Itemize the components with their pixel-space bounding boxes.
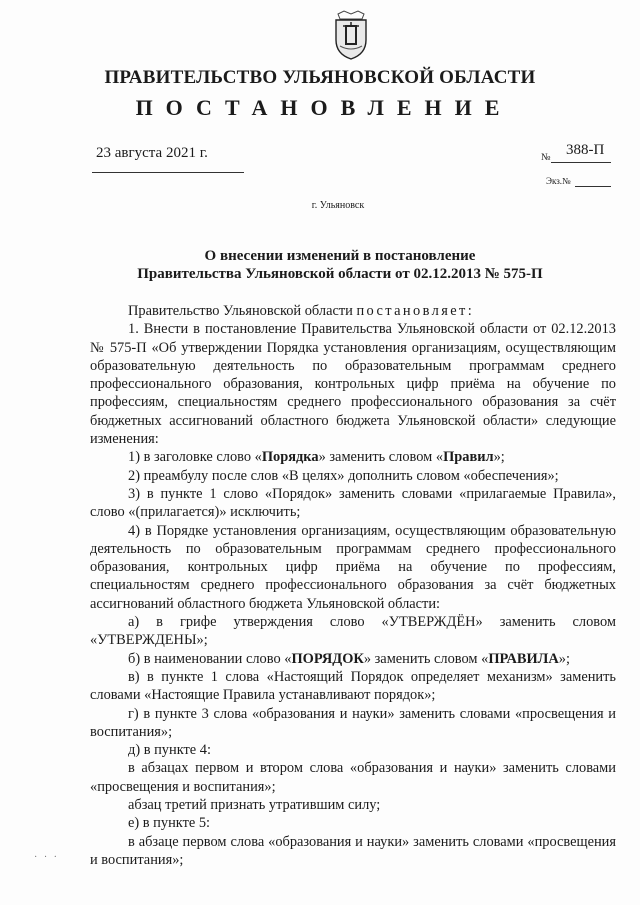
intro-text: Правительство Ульяновской области: [128, 303, 357, 319]
intro-colon: :: [467, 303, 472, 319]
text: »;: [493, 449, 505, 466]
document-body: [90, 302, 616, 869]
paragraph-d-2: абзац третий признать утратившим силу;: [128, 797, 381, 814]
bold-text: ПОРЯДОК: [291, 650, 364, 667]
paragraph-1-3: 3) в пункте 1 слово «Порядок» заменить словами «прилагаемые Правила», слово «(прилагается)» исключить;: [90, 485, 616, 521]
text: б) в наименовании слово «: [128, 650, 292, 667]
paragraph-1: 1. Внести в постановление Правительства Ульяновской области от 02.12.2013 № 575-П «Об утверждении Порядка установления организациям, осуществляющим образовательную деятельность по образовательным программам среднего профессионального образования, контрольных цифр приёма на обучение по профессиям, специальностям среднего профессионального образования за счёт бюджетных ассигнований областного бюджета Ульяновской области» следующие изменения:: [90, 321, 616, 448]
intro-paragraph: [90, 302, 616, 320]
document-date: 23 августа 2021 г.: [96, 145, 208, 161]
text: 1) в заголовке слово «: [128, 449, 262, 466]
date-underline: [92, 172, 244, 173]
intro-decree-word: постановляет: [356, 303, 468, 319]
copy-number-label: Экз.№: [546, 176, 571, 186]
paragraph-1-4: 4) в Порядке установления организациям, осуществляющим образовательную деятельность по образовательным программам среднего профессионального образования, контрольных цифр приёма на обучение по профессиям, специальностям среднего профессионального образования за счёт бюджетных ассигнований областного бюджета Ульяновской области:: [90, 522, 616, 612]
scan-artifact: · · ·: [34, 852, 59, 863]
paragraph-v: в) в пункте 1 слова «Настоящий Порядок определяет механизм» заменить словами «Настоящие Правила устанавливают порядок»;: [90, 668, 616, 704]
bold-text: Правил: [443, 449, 494, 466]
subject-line-2: Правительства Ульяновской области от 02.12.2013 № 575-П: [137, 266, 543, 282]
document-subject: [60, 247, 620, 283]
document-type: ПОСТАНОВЛЕНИЕ: [135, 95, 513, 120]
paragraph-e-1: в абзаце первом слова «образования и науки» заменить словами «просвещения и воспитания»;: [90, 833, 616, 868]
city: г. Ульяновск: [311, 200, 365, 211]
bold-text: Порядка: [261, 449, 319, 466]
paragraph-a: а) в грифе утверждения слово «УТВЕРЖДЁН» заменить словом «УТВЕРЖДЕНЫ»;: [90, 614, 616, 649]
text: » заменить словом «: [318, 449, 444, 466]
number-underline: [551, 162, 611, 163]
text: » заменить словом «: [363, 650, 489, 667]
paragraph-d-1: в абзацах первом и втором слова «образования и науки» заменить словами «просвещения и воспитания»;: [90, 760, 616, 795]
paragraph-d: д) в пункте 4:: [128, 742, 211, 759]
paragraph-e: е) в пункте 5:: [128, 815, 211, 832]
paragraph-1-2: 2) преамбулу после слов «В целях» дополнить словом «обеспечения»;: [128, 467, 559, 484]
text: »;: [558, 650, 570, 667]
document-number: 388-П: [566, 142, 605, 158]
paragraph-1-1: [90, 448, 616, 466]
bold-text: ПРАВИЛА: [488, 650, 559, 667]
number-sign: №: [541, 152, 551, 163]
paragraph-g: г) в пункте 3 слова «образования и науки» заменить словами «просвещения и воспитания»;: [90, 705, 616, 740]
paragraph-b: [90, 650, 616, 668]
copy-number-underline: [575, 186, 611, 187]
coat-of-arms-icon: [332, 10, 370, 60]
government-title: ПРАВИТЕЛЬСТВО УЛЬЯНОВСКОЙ ОБЛАСТИ: [104, 67, 536, 88]
subject-line-1: О внесении изменений в постановление: [204, 248, 476, 264]
